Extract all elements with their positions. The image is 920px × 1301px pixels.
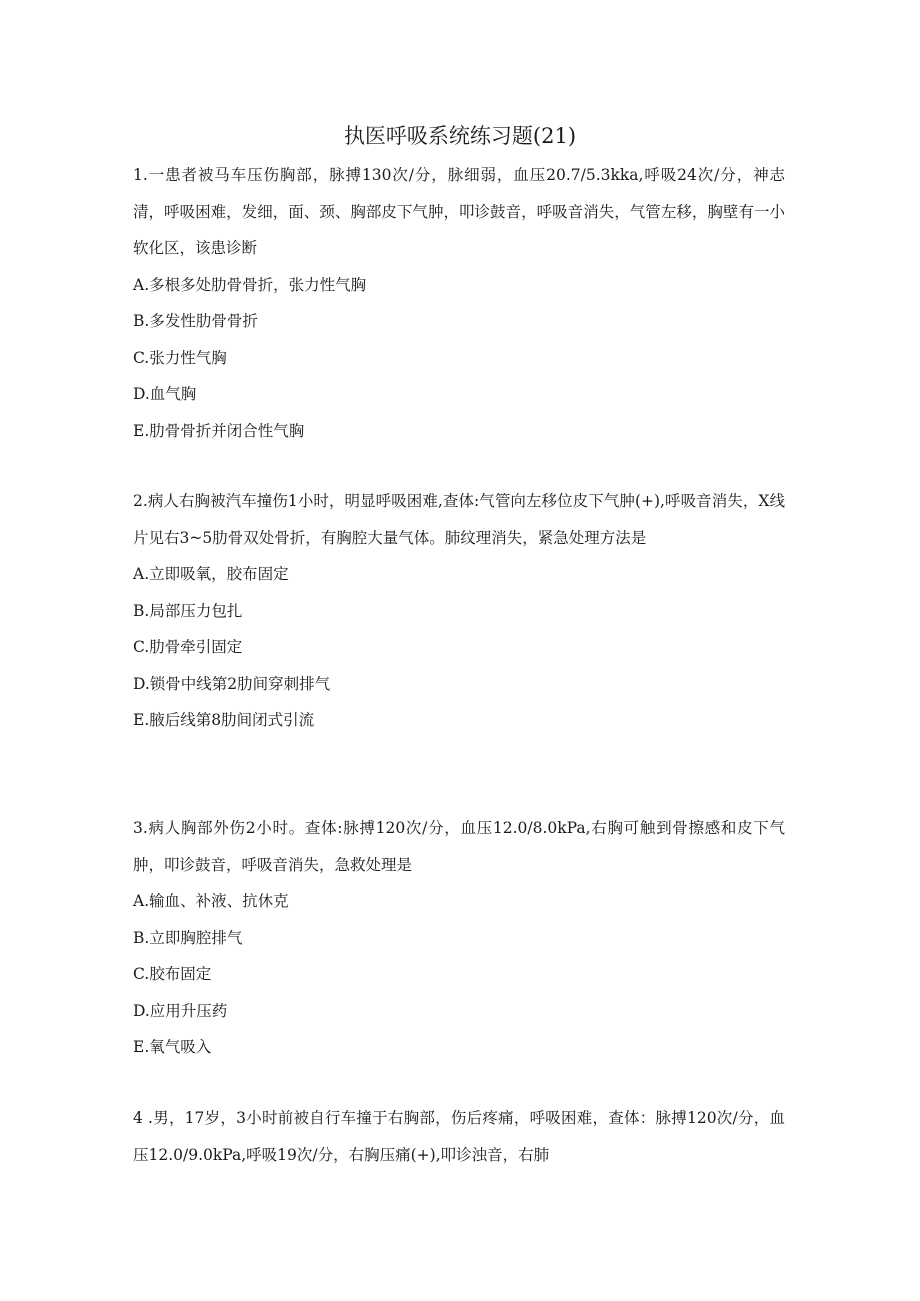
- option-c: C.胶布固定: [133, 965, 212, 983]
- option-c: C.肋骨牵引固定: [133, 638, 243, 656]
- question-stem: 1.一患者被马车压伤胸部，脉搏130次/分，脉细弱，血压20.7/5.3kka,呼吸24次/分，神志清，呼吸困难，发细，面、颈、胸部皮下气肿，叩诊鼓音，呼吸音消失，气管左移，胸壁有一小软化区，该患诊断: [133, 166, 785, 257]
- option-e: E.腋后线第8肋间闭式引流: [133, 711, 315, 729]
- option-e: E.肋骨骨折并闭合性气胸: [133, 421, 305, 440]
- option-e: E.氧气吸入: [133, 1038, 212, 1056]
- option-b: B.立即胸腔排气: [133, 928, 243, 947]
- option-a: A.输血、补液、抗休克: [133, 892, 289, 910]
- option-a: A.立即吸氧，胶布固定: [133, 565, 289, 583]
- option-d: D.应用升压药: [133, 1001, 228, 1020]
- question-stem: 2.病人右胸被汽车撞伤1小时，明显呼吸困难,查体:气管向左移位皮下气肿(+),呼吸音消失，X线片见右3~5肋骨双处骨折，有胸腔大量气体。肺纹理消失，紧急处理方法是: [133, 492, 785, 547]
- page-title: 执医呼吸系统练习题(21): [343, 124, 577, 148]
- question-4: [133, 1100, 785, 1173]
- option-c: C.张力性气胸: [133, 348, 227, 367]
- option-a: A.多根多处肋骨骨折，张力性气胸: [133, 275, 367, 294]
- question-stem: 4 .男，17岁，3小时前被自行车撞于右胸部，伤后疼痛，呼吸困难，查体：脉搏120次/分，血压12.0/9.0kPa,呼吸19次/分，右胸压痛(+),叩诊浊音，右肺: [133, 1109, 785, 1164]
- question-stem: 3.病人胸部外伤2小时。查体:脉搏120次/分，血压12.0/8.0kPa,右胸可触到骨擦感和皮下气肿，叩诊鼓音，呼吸音消失，急救处理是: [133, 819, 785, 874]
- question-3: [133, 810, 785, 1066]
- option-d: D.血气胸: [133, 385, 197, 403]
- question-2: [133, 483, 785, 739]
- question-1: [133, 157, 785, 449]
- option-d: D.锁骨中线第2肋间穿刺排气: [133, 674, 331, 693]
- option-b: B.多发性肋骨骨折: [133, 312, 258, 330]
- option-b: B.局部压力包扎: [133, 601, 243, 620]
